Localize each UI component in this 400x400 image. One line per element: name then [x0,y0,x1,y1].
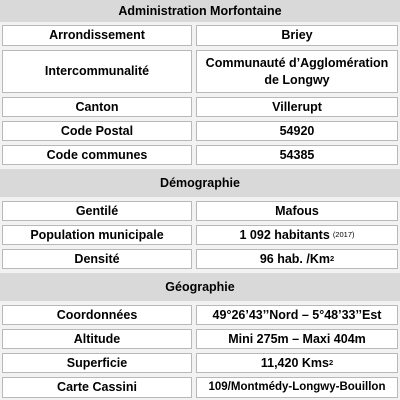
field-value: Mini 275m – Maxi 404m [196,329,398,349]
field-label: Superficie [2,353,192,373]
field-value: Villerupt [196,97,398,117]
field-label: Intercommunalité [2,50,192,93]
section-header-geographie: Géographie [0,273,400,301]
superficie-value: 11,420 Kms [260,355,329,370]
population-value: 1 092 habitants [239,227,330,242]
field-label: Gentilé [2,201,192,221]
field-label: Densité [2,249,192,269]
field-label: Population municipale [2,225,192,245]
info-row-altitude [0,327,400,351]
field-value: 109/Montmédy-Longwy-Bouillon [196,377,398,398]
info-row-canton [0,95,400,119]
info-row-intercommunalite [0,48,400,95]
field-value: 54920 [196,121,398,141]
field-value-line: Communauté d’Agglomération [205,55,389,70]
field-label: Code Postal [2,121,192,141]
field-value-line: de Longwy [264,72,330,87]
field-label: Canton [2,97,192,117]
info-row-population [0,223,400,247]
info-row-carte-cassini [0,375,400,400]
field-value: Briey [196,25,398,46]
field-value [196,225,398,245]
field-value: 96 hab. /Km 2 [196,249,398,269]
field-value: 49°26’43’’Nord – 5°48’33’’Est [196,305,398,325]
field-label: Carte Cassini [2,377,192,398]
field-label: Coordonnées [2,305,192,325]
info-row-code-communes [0,143,400,167]
field-label: Code communes [2,145,192,165]
field-value: Mafous [196,201,398,221]
section-header-demographie: Démographie [0,169,400,197]
field-value: 54385 [196,145,398,165]
field-value: 11,420 Kms 2 [196,353,398,373]
field-value [196,50,398,93]
info-row-coordonnees [0,303,400,327]
info-row-superficie [0,351,400,375]
info-row-code-postal [0,119,400,143]
population-year: (2017) [332,229,355,239]
densite-value: 96 hab. /Km [259,251,330,266]
info-row-densite [0,247,400,271]
infobox-title: Administration Morfontaine [0,0,400,22]
field-label: Arrondissement [2,25,192,46]
field-label: Altitude [2,329,192,349]
info-row-gentile [0,199,400,223]
info-row-arrondissement [0,23,400,48]
